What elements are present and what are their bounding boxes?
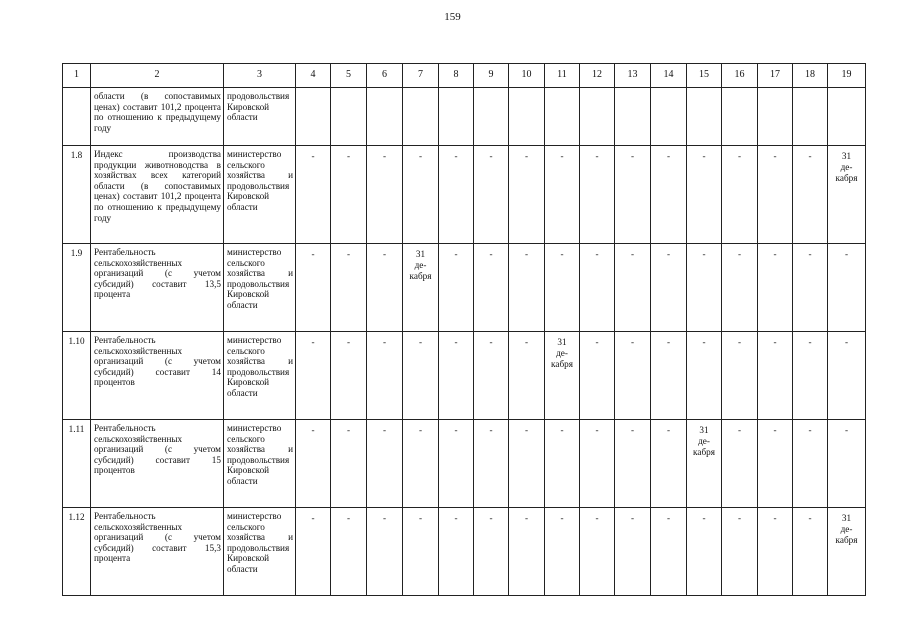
schedule-cell [367,332,403,420]
no-deadline-dash: - [666,151,671,161]
schedule-cell [331,146,367,244]
no-deadline-dash: - [346,337,351,347]
no-deadline-dash: - [524,425,529,435]
schedule-cell [474,244,509,332]
schedule-cell [367,244,403,332]
column-header-12: 12 [580,64,615,88]
schedule-cell [296,332,331,420]
schedule-cell [687,244,722,332]
schedule-cell [758,332,793,420]
no-deadline-dash: - [524,151,529,161]
schedule-cell [580,88,615,146]
no-deadline-dash: - [844,249,849,259]
row-number: 1.8 [63,146,91,244]
schedule-cell [439,146,474,244]
schedule-cell [509,508,545,596]
row-number: 1.9 [63,244,91,332]
no-deadline-dash: - [489,513,493,523]
schedule-cell [367,146,403,244]
schedule-cell [651,420,687,508]
row-number: 1.10 [63,332,91,420]
schedule-cell [331,88,367,146]
no-deadline-dash: - [382,513,387,523]
schedule-cell [580,146,615,244]
no-deadline-dash: - [454,151,458,161]
no-deadline-dash: - [773,337,777,347]
deadline-date: 31 де- кабря [835,513,858,545]
no-deadline-dash: - [560,513,564,523]
schedule-cell [722,146,758,244]
no-deadline-dash: - [808,249,812,259]
no-deadline-dash: - [454,337,458,347]
no-deadline-dash: - [595,337,599,347]
no-deadline-dash: - [311,151,315,161]
schedule-cell [828,146,866,244]
no-deadline-dash: - [702,513,706,523]
schedule-cell [367,88,403,146]
schedule-cell [403,88,439,146]
no-deadline-dash: - [454,513,458,523]
no-deadline-dash: - [489,425,493,435]
schedule-cell [687,88,722,146]
no-deadline-dash: - [808,425,812,435]
schedule-cell [687,146,722,244]
schedule-cell [651,332,687,420]
no-deadline-dash: - [595,513,599,523]
schedule-cell [331,244,367,332]
schedule-cell [758,244,793,332]
column-header-3: 3 [224,64,296,88]
schedule-cell [615,88,651,146]
column-header-16: 16 [722,64,758,88]
schedule-cell [474,146,509,244]
no-deadline-dash: - [311,513,315,523]
responsible-body: продовольствия Кировской области [224,88,296,146]
schedule-cell [474,508,509,596]
no-deadline-dash: - [418,151,423,161]
indicator-name: области (в сопоставимых ценах) составит 101,2 процента по отношению к предыдущему году [91,88,224,146]
schedule-cell [615,420,651,508]
schedule-cell [367,420,403,508]
no-deadline-dash: - [702,151,706,161]
schedule-cell [296,146,331,244]
table-row [63,146,866,244]
schedule-cell [615,508,651,596]
no-deadline-dash: - [666,337,671,347]
no-deadline-dash: - [382,425,387,435]
no-deadline-dash: - [844,337,849,347]
schedule-cell [331,508,367,596]
no-deadline-dash: - [454,249,458,259]
column-header-14: 14 [651,64,687,88]
column-header-4: 4 [296,64,331,88]
schedule-cell [722,244,758,332]
schedule-cell [296,88,331,146]
schedule-cell [296,420,331,508]
no-deadline-dash: - [382,151,387,161]
schedule-cell [439,508,474,596]
no-deadline-dash: - [773,151,777,161]
deadline-date: 31 де- кабря [551,337,573,369]
no-deadline-dash: - [737,337,742,347]
schedule-cell [580,332,615,420]
schedule-cell [545,146,580,244]
no-deadline-dash: - [311,249,315,259]
schedule-cell [580,420,615,508]
no-deadline-dash: - [737,425,742,435]
schedule-cell [545,508,580,596]
no-deadline-dash: - [737,151,742,161]
no-deadline-dash: - [346,425,351,435]
no-deadline-dash: - [630,337,635,347]
schedule-cell [439,88,474,146]
schedule-cell [793,88,828,146]
schedule-cell [545,420,580,508]
schedule-cell [793,146,828,244]
no-deadline-dash: - [808,151,812,161]
schedule-cell [439,420,474,508]
deadline-date: 31 де- кабря [409,249,432,281]
column-header-15: 15 [687,64,722,88]
row-number [63,88,91,146]
no-deadline-dash: - [737,249,742,259]
schedule-cell [651,244,687,332]
schedule-cell [687,420,722,508]
no-deadline-dash: - [418,337,423,347]
schedule-cell [403,420,439,508]
no-deadline-dash: - [630,425,635,435]
no-deadline-dash: - [630,249,635,259]
schedule-cell [793,244,828,332]
responsible-body: министерство сельского хозяйства и продовольствия Кировской области [224,332,296,420]
schedule-cell [509,420,545,508]
no-deadline-dash: - [560,425,564,435]
indicator-name: Рентабельность сельскохозяйственных организаций (с учетом субсидий) составит 15 процентов [91,420,224,508]
column-header-7: 7 [403,64,439,88]
schedule-cell [828,508,866,596]
no-deadline-dash: - [666,513,671,523]
schedule-cell [296,508,331,596]
no-deadline-dash: - [773,425,777,435]
schedule-cell [615,146,651,244]
schedule-cell [474,332,509,420]
schedule-cell [651,146,687,244]
schedule-cell [509,332,545,420]
responsible-body: министерство сельского хозяйства и продовольствия Кировской области [224,508,296,596]
schedule-cell [296,244,331,332]
no-deadline-dash: - [595,425,599,435]
schedule-cell [793,508,828,596]
no-deadline-dash: - [773,513,777,523]
schedule-cell [828,244,866,332]
schedule-cell [615,244,651,332]
schedule-cell [687,508,722,596]
column-header-5: 5 [331,64,367,88]
no-deadline-dash: - [346,513,351,523]
column-header-9: 9 [474,64,509,88]
responsible-body: министерство сельского хозяйства и продовольствия Кировской области [224,244,296,332]
schedule-cell [331,420,367,508]
schedule-cell [439,332,474,420]
schedule-cell [509,244,545,332]
table-row [63,244,866,332]
schedule-cell [580,244,615,332]
column-header-11: 11 [545,64,580,88]
schedule-cell [545,244,580,332]
responsible-body: министерство сельского хозяйства и продовольствия Кировской области [224,420,296,508]
schedule-cell [828,332,866,420]
schedule-cell [509,88,545,146]
deadline-date: 31 де- кабря [693,425,715,457]
no-deadline-dash: - [454,425,458,435]
schedule-cell [615,332,651,420]
page-number: 159 [444,11,461,23]
schedule-cell [722,420,758,508]
schedule-cell [403,332,439,420]
schedule-cell [474,88,509,146]
table-row [63,420,866,508]
no-deadline-dash: - [560,151,564,161]
schedule-cell [651,88,687,146]
no-deadline-dash: - [524,513,529,523]
column-header-19: 19 [828,64,866,88]
no-deadline-dash: - [489,249,493,259]
schedule-cell [651,508,687,596]
no-deadline-dash: - [311,425,315,435]
no-deadline-dash: - [346,249,351,259]
no-deadline-dash: - [382,249,387,259]
schedule-cell [367,508,403,596]
schedule-cell [793,420,828,508]
no-deadline-dash: - [808,513,812,523]
schedule-cell [509,146,545,244]
no-deadline-dash: - [666,249,671,259]
no-deadline-dash: - [418,425,423,435]
schedule-cell [793,332,828,420]
schedule-cell [545,332,580,420]
schedule-cell [828,420,866,508]
schedule-cell [331,332,367,420]
no-deadline-dash: - [524,249,529,259]
indicator-name: Рентабельность сельскохозяйственных организаций (с учетом субсидий) составит 13,5 процента [91,244,224,332]
schedule-cell [403,244,439,332]
schedule-cell [403,508,439,596]
schedule-cell [474,420,509,508]
no-deadline-dash: - [630,151,635,161]
column-header-8: 8 [439,64,474,88]
no-deadline-dash: - [524,337,529,347]
no-deadline-dash: - [418,513,423,523]
table-row [63,508,866,596]
no-deadline-dash: - [560,249,564,259]
indicator-name: Рентабельность сельскохозяйственных организаций (с учетом субсидий) составит 15,3 процента [91,508,224,596]
no-deadline-dash: - [311,337,315,347]
column-header-10: 10 [509,64,545,88]
no-deadline-dash: - [630,513,635,523]
schedule-cell [722,508,758,596]
schedule-cell [580,508,615,596]
column-header-13: 13 [615,64,651,88]
schedule-table [62,63,866,596]
no-deadline-dash: - [844,425,849,435]
no-deadline-dash: - [808,337,812,347]
schedule-cell [545,88,580,146]
no-deadline-dash: - [595,249,599,259]
no-deadline-dash: - [346,151,351,161]
row-number: 1.11 [63,420,91,508]
indicator-name: Индекс производства продукции животноводства в хозяйствах всех категорий области (в сопоставимых ценах) составит 101,2 процента по отношению к предыдущему году [91,146,224,244]
table-header-row [63,64,866,88]
schedule-cell [758,88,793,146]
schedule-cell [758,420,793,508]
responsible-body: министерство сельского хозяйства и продовольствия Кировской области [224,146,296,244]
schedule-cell [722,88,758,146]
schedule-cell [687,332,722,420]
column-header-2: 2 [91,64,224,88]
no-deadline-dash: - [702,337,706,347]
no-deadline-dash: - [489,151,493,161]
row-number: 1.12 [63,508,91,596]
indicator-name: Рентабельность сельскохозяйственных организаций (с учетом субсидий) составит 14 процентов [91,332,224,420]
schedule-cell [403,146,439,244]
table-row [63,88,866,146]
no-deadline-dash: - [489,337,493,347]
deadline-date: 31 де- кабря [835,151,858,183]
no-deadline-dash: - [773,249,777,259]
table-row [63,332,866,420]
no-deadline-dash: - [702,249,706,259]
column-header-6: 6 [367,64,403,88]
schedule-cell [439,244,474,332]
no-deadline-dash: - [737,513,742,523]
column-header-17: 17 [758,64,793,88]
column-header-18: 18 [793,64,828,88]
schedule-cell [828,88,866,146]
no-deadline-dash: - [595,151,599,161]
no-deadline-dash: - [666,425,671,435]
schedule-cell [722,332,758,420]
column-header-1: 1 [63,64,91,88]
schedule-cell [758,508,793,596]
no-deadline-dash: - [382,337,387,347]
schedule-cell [758,146,793,244]
